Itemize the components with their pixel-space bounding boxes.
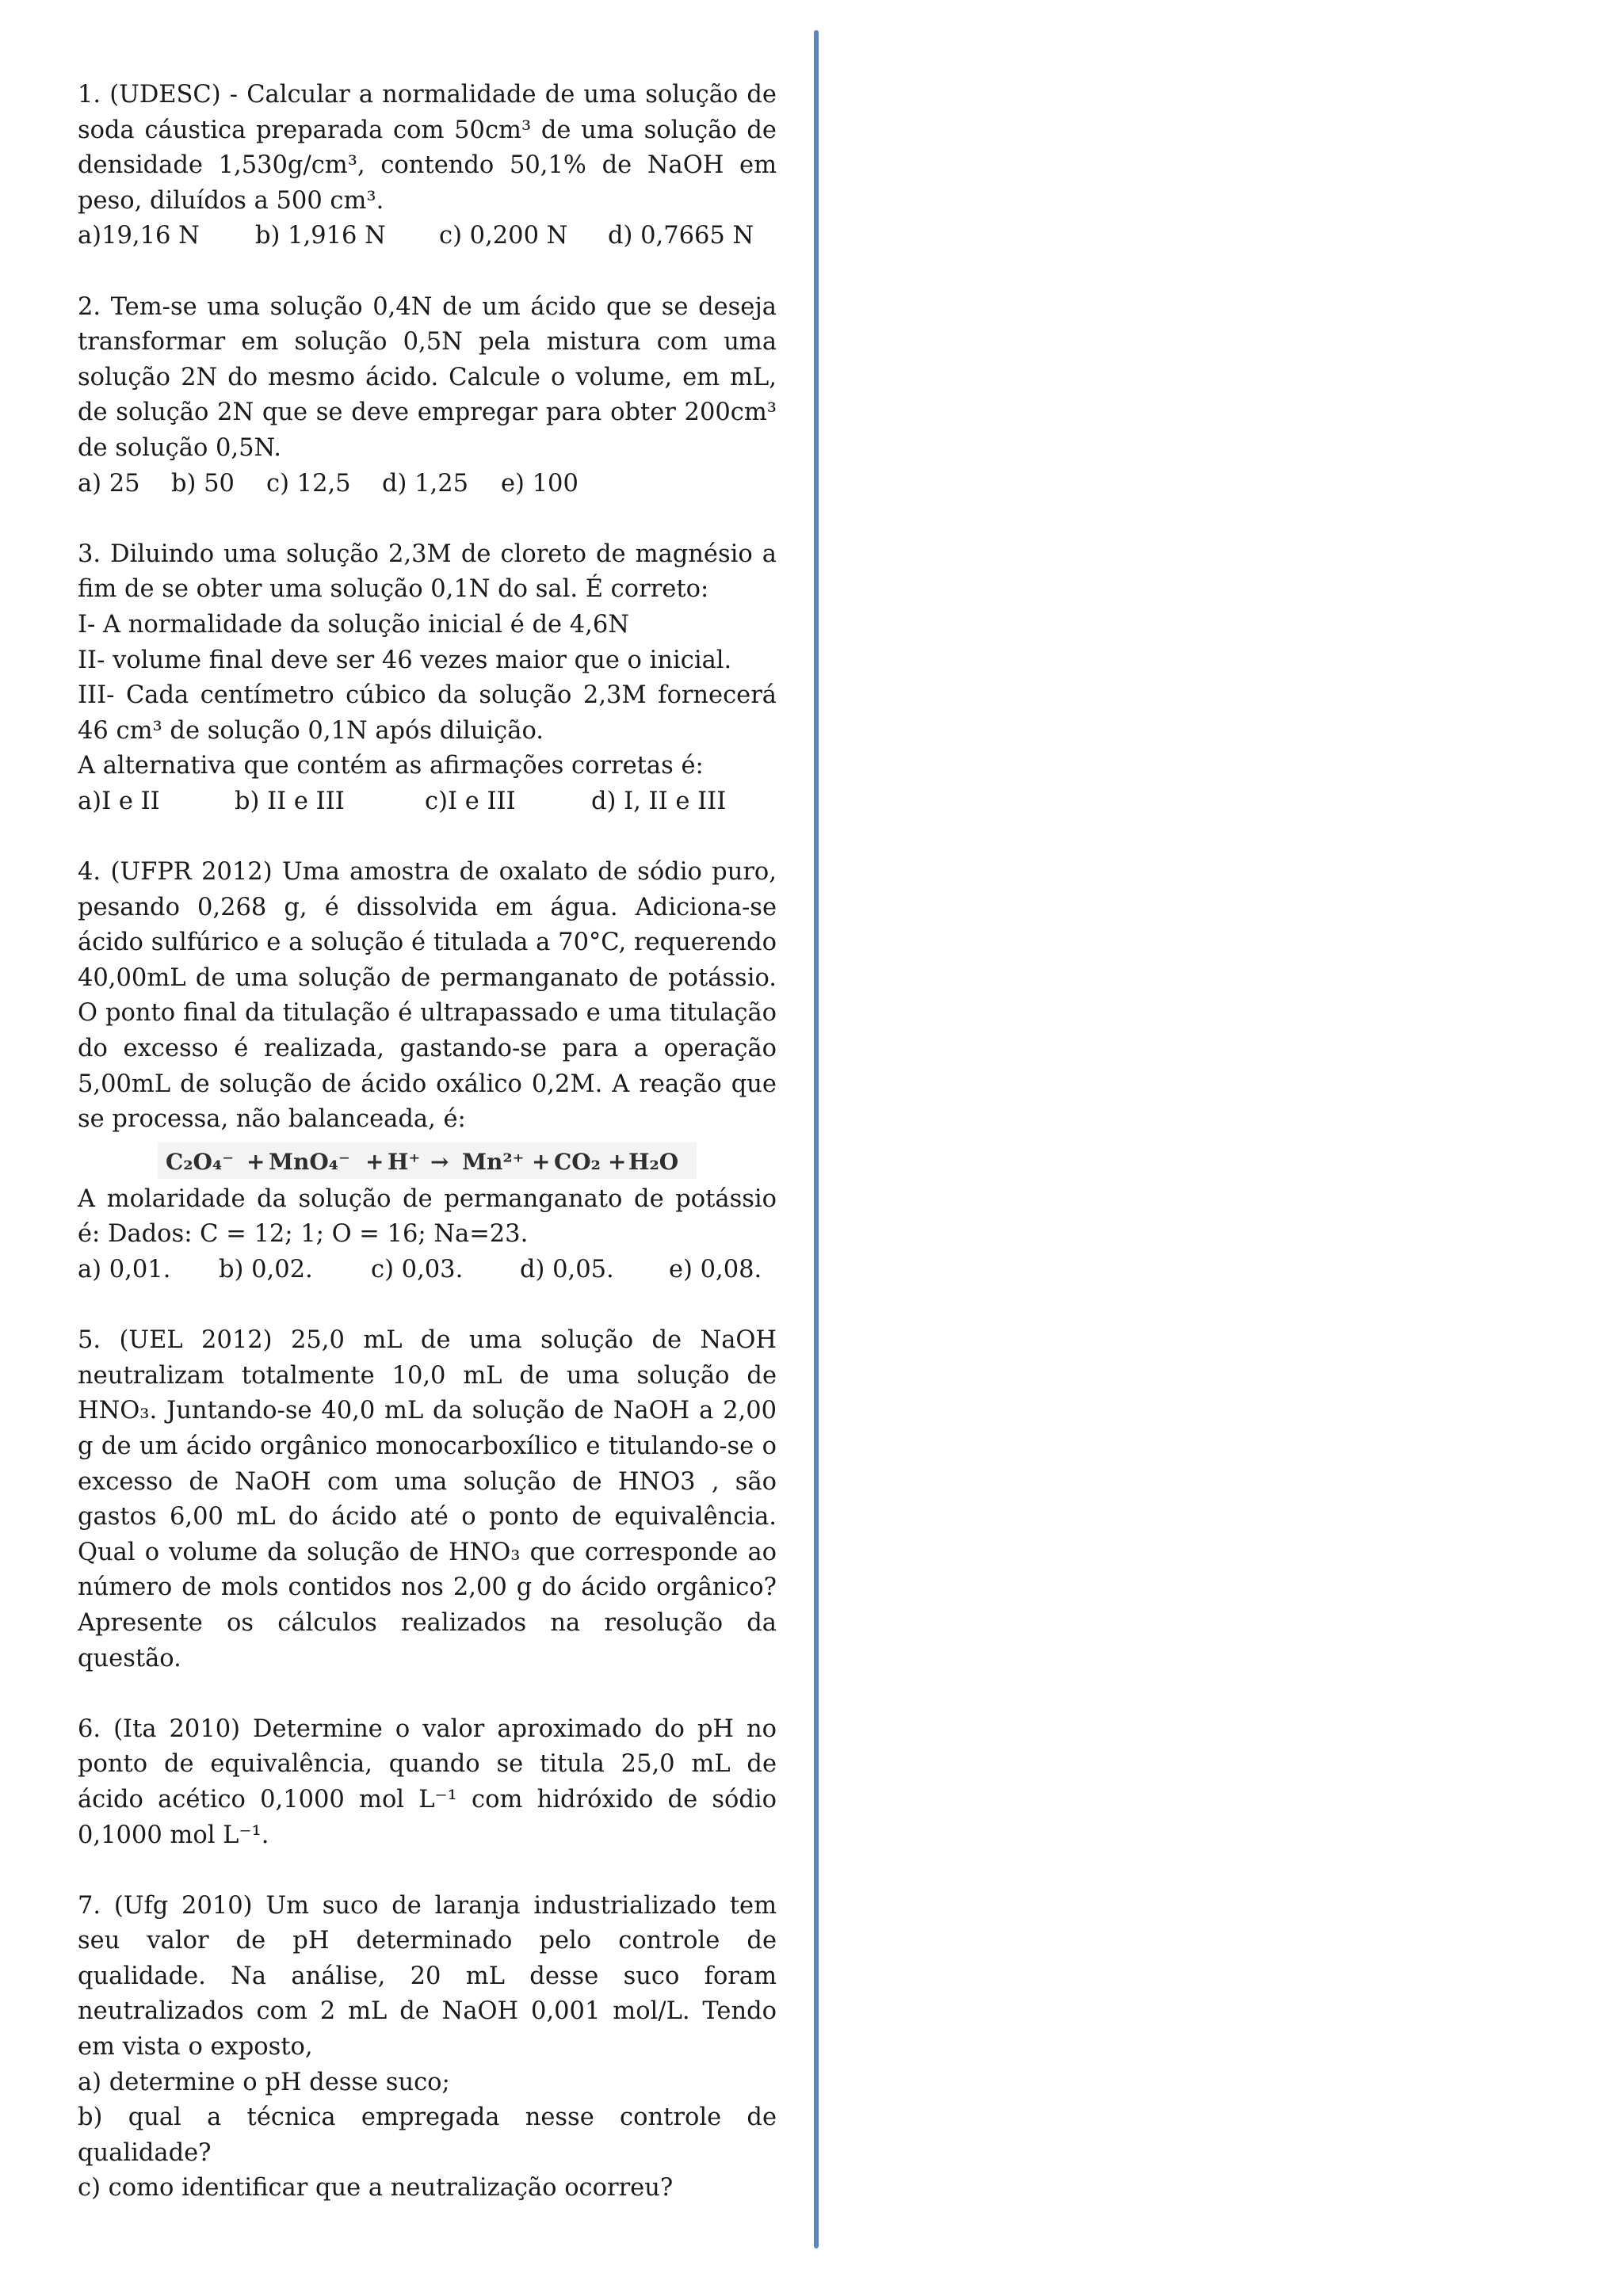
- question-3: [78, 537, 777, 820]
- equation-plus-2: +: [365, 1148, 384, 1175]
- question-3-item-2: II- volume final deve ser 46 vezes maior que o inicial.: [78, 646, 732, 674]
- question-1-option-a: a)19,16 N: [78, 222, 200, 250]
- question-2-option-c: c) 12,5: [266, 469, 351, 498]
- equation-permanganate: MnO₄⁻: [269, 1148, 350, 1175]
- equation-arrow: →: [430, 1148, 449, 1175]
- reaction-equation: [78, 1139, 777, 1182]
- question-1: [78, 78, 777, 254]
- question-7-item-b: b) qual a técnica empregada nesse controle de qualidade?: [78, 2103, 777, 2167]
- column-divider: [814, 30, 819, 2248]
- question-4-after: A molaridade da solução de permanganato de potássio é: Dados: C = 12; 1; O = 16; Na=23.: [78, 1184, 777, 1249]
- equation-carbon-dioxide: CO₂: [554, 1148, 601, 1175]
- question-3-item-1: I- A normalidade da solução inicial é de 4,6N: [78, 610, 629, 639]
- question-1-option-c: c) 0,200 N: [439, 222, 568, 250]
- question-column: [78, 78, 777, 2242]
- question-7-text: 7. (Ufg 2010) Um suco de laranja industrializado tem seu valor de pH determinado pelo controle de qualidade. Na análise, 20 mL desse suco foram neutralizados com 2 mL de NaOH 0,001 mol/L. Tendo em vista o exposto,: [78, 1891, 777, 2061]
- question-1-option-d: d) 0,7665 N: [608, 222, 754, 250]
- question-2-option-a: a) 25: [78, 469, 140, 498]
- equation-plus-1: +: [246, 1148, 265, 1175]
- question-5: [78, 1323, 777, 1676]
- question-4-option-e: e) 0,08.: [669, 1256, 762, 1283]
- equation-plus-3: +: [532, 1148, 551, 1175]
- question-1-text: 1. (UDESC) - Calcular a normalidade de uma solução de soda cáustica preparada com 50cm³ de uma solução de densidade 1,530g/cm³, contendo 50,1% de NaOH em peso, diluídos a 500 cm³.: [78, 81, 777, 215]
- equation-manganese-ion: Mn²⁺: [462, 1148, 525, 1175]
- question-2: [78, 290, 777, 502]
- equation-water: H₂O: [628, 1148, 679, 1175]
- question-3-option-d: d) I, II e III: [591, 787, 727, 815]
- question-3-option-c: c)I e III: [425, 787, 516, 815]
- question-6: [78, 1712, 777, 1853]
- question-6-text: 6. (Ita 2010) Determine o valor aproximado do pH no ponto de equivalência, quando se titula 25,0 mL de ácido acético 0,1000 mol L⁻¹ com hidróxido de sódio 0,1000 mol L⁻¹.: [78, 1714, 777, 1849]
- question-3-options: [78, 784, 777, 820]
- question-7-item-a: a) determine o pH desse suco;: [78, 2068, 450, 2096]
- question-3-question: A alternativa que contém as afirmações corretas é:: [78, 752, 704, 780]
- question-2-options: [78, 467, 777, 502]
- equation-oxalate: C₂O₄⁻: [166, 1148, 234, 1175]
- question-4-option-a: a) 0,01.: [78, 1256, 171, 1283]
- question-2-option-e: e) 100: [501, 469, 579, 498]
- question-7-item-c: c) como identificar que a neutralização ocorreu?: [78, 2174, 674, 2203]
- question-4-option-d: d) 0,05.: [520, 1256, 614, 1283]
- equation-hydrogen-ion: H⁺: [388, 1148, 421, 1175]
- question-4-option-c: c) 0,03.: [371, 1256, 464, 1283]
- question-1-options: [78, 219, 777, 254]
- question-7: [78, 1889, 777, 2206]
- question-3-intro: 3. Diluindo uma solução 2,3M de cloreto de magnésio a fim de se obter uma solução 0,1N do sal. É correto:: [78, 540, 777, 604]
- question-5-text: 5. (UEL 2012) 25,0 mL de uma solução de NaOH neutralizam totalmente 10,0 mL de uma solução de HNO₃. Juntando-se 40,0 mL da solução de NaOH a 2,00 g de um ácido orgânico monocarboxílico e titulando-se o excesso de NaOH com uma solução de HNO3 , são gastos 6,00 mL do ácido até o ponto de equivalência. Qual o volume da solução de HNO₃ que corresponde ao número de mols contidos nos 2,00 g do ácido orgânico? Apresente os cálculos realizados na resolução da questão.: [78, 1326, 777, 1672]
- question-3-item-3: III- Cada centímetro cúbico da solução 2,3M fornecerá 46 cm³ de solução 0,1N após diluição.: [78, 681, 777, 745]
- reaction-equation-graphic: [158, 1139, 697, 1182]
- question-3-option-a: a)I e II: [78, 787, 160, 815]
- question-4-options: [78, 1253, 777, 1288]
- question-3-option-b: b) II e III: [235, 787, 345, 815]
- question-1-option-b: b) 1,916 N: [255, 222, 386, 250]
- equation-plus-4: +: [608, 1148, 627, 1175]
- question-4-text: 4. (UFPR 2012) Uma amostra de oxalato de sódio puro, pesando 0,268 g, é dissolvida em água. Adiciona-se ácido sulfúrico e a solução é titulada a 70°C, requerendo 40,00mL de uma solução de permanganato de potássio. O ponto final da titulação é ultrapassado e uma titulação do excesso é realizada, gastando-se para a operação 5,00mL de solução de ácido oxálico 0,2M. A reação que se processa, não balanceada, é:: [78, 858, 777, 1134]
- question-4-option-b: b) 0,02.: [219, 1256, 313, 1283]
- question-4: [78, 855, 777, 1288]
- question-2-option-d: d) 1,25: [382, 469, 469, 498]
- question-2-text: 2. Tem-se uma solução 0,4N de um ácido que se deseja transformar em solução 0,5N pela mistura com uma solução 2N do mesmo ácido. Calcule o volume, em mL, de solução 2N que se deve empregar para obter 200cm³ de solução 0,5N.: [78, 292, 777, 462]
- question-2-option-b: b) 50: [171, 469, 235, 498]
